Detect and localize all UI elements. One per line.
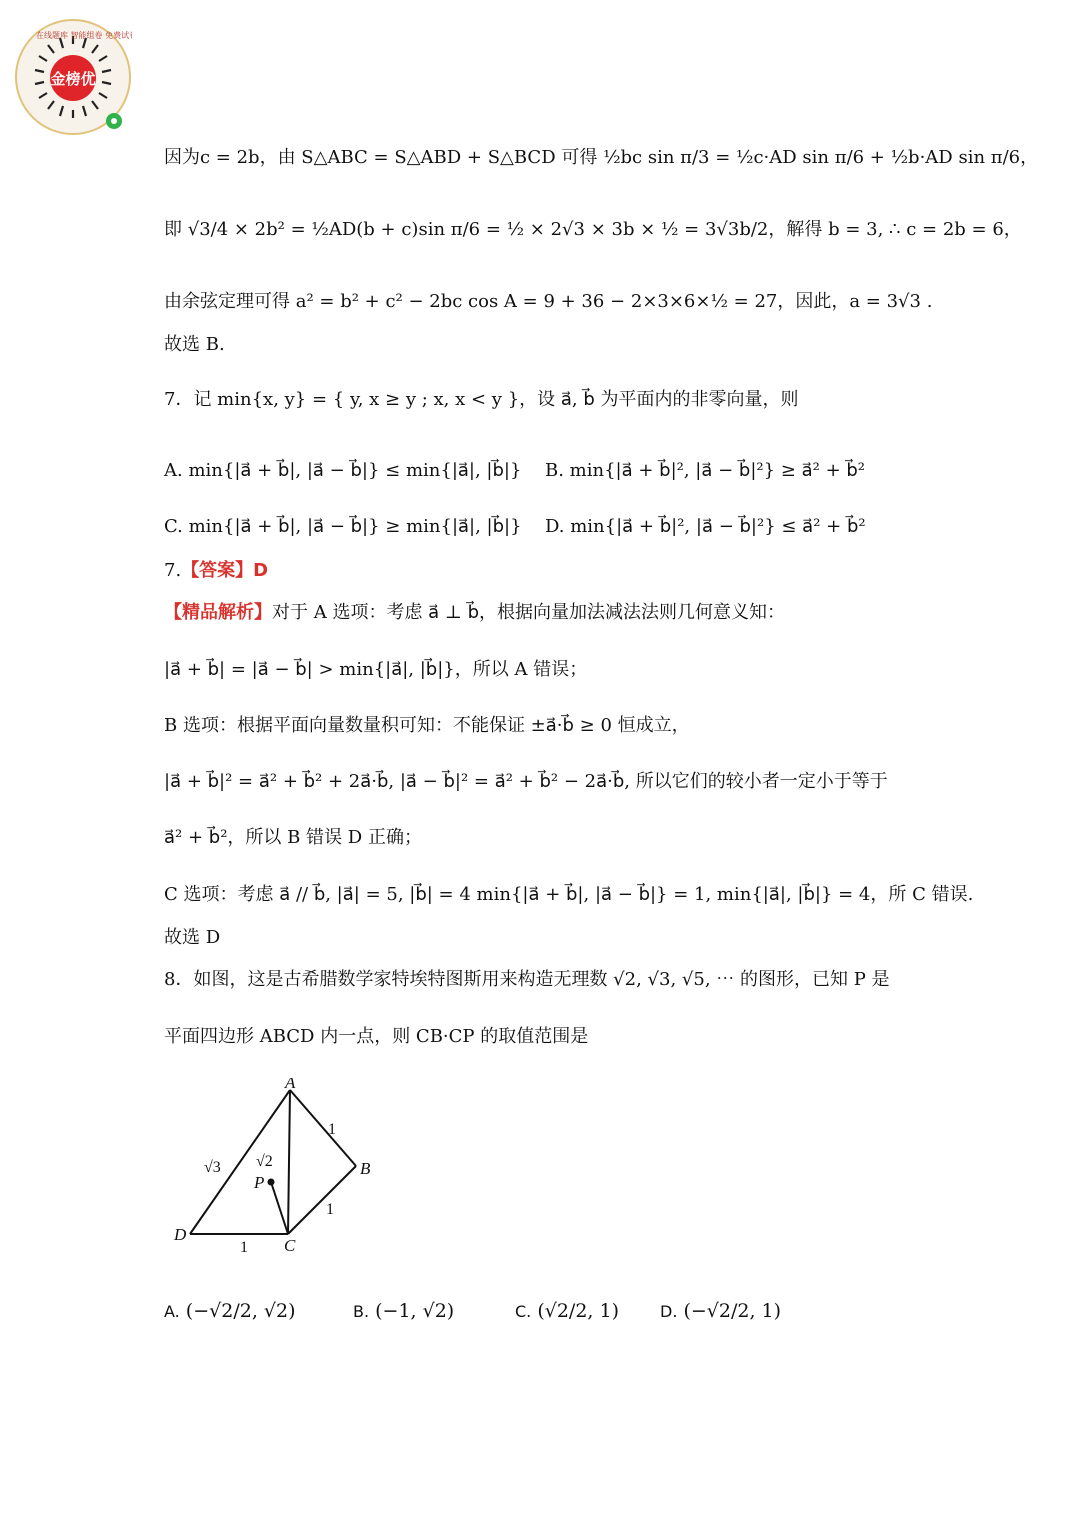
- edge-label-bc: 1: [326, 1201, 334, 1218]
- edge-bc: [288, 1166, 356, 1234]
- option-letter: A.: [164, 1302, 180, 1321]
- answer-7: [164, 556, 268, 586]
- explanation-tag: 【精品解析】: [164, 602, 272, 623]
- solution-line-area: [164, 143, 1038, 173]
- explanation-line-5: [164, 823, 422, 853]
- segment-cp: [271, 1182, 288, 1234]
- label-b: B: [360, 1159, 371, 1178]
- jinbangyou-logo: [14, 18, 132, 136]
- label-p: P: [254, 1173, 265, 1192]
- answer-tag: 【答案】D: [181, 560, 269, 581]
- question-8-option-d: [660, 1300, 781, 1322]
- text-line: C 选项：考虑 a⃗ // b⃗, |a⃗| = 5, |b⃗| = 4 min{|a⃗ + b⃗|, |a⃗ − b⃗|} = 1, min{|a⃗|, |b⃗|} = 4，所 C 错误.: [164, 884, 974, 905]
- explanation-line-4: [164, 767, 888, 797]
- question-7-option-a: [164, 456, 521, 486]
- edge-label-ad: √3: [204, 1159, 221, 1176]
- solution-line-equation: [164, 215, 1022, 245]
- option-letter: D.: [660, 1302, 678, 1321]
- text-line: a⃗² + b⃗²，所以 B 错误 D 正确；: [164, 827, 422, 848]
- question-7-option-d: [545, 512, 866, 542]
- option-text: (√2/2, 1): [537, 1300, 619, 1322]
- question-7-stem: [164, 385, 799, 415]
- answer-prefix: 7.: [164, 560, 182, 581]
- option-letter: C.: [515, 1302, 532, 1321]
- option-text: (−√2/2, 1): [683, 1300, 782, 1322]
- explanation-line-6: [164, 880, 973, 910]
- option-text: (−1, √2): [375, 1300, 455, 1322]
- explanation-line-7: [164, 923, 220, 953]
- text-line: 即 √3/4 × 2b² = ½AD(b + c)sin π/6 = ½ × 2√3 × 3b × ½ = 3√3b/2，解得 b = 3, ∴ c = 2b = 6，: [164, 219, 1022, 240]
- solution-line-cosine: [164, 287, 932, 317]
- question-7-option-c: [164, 512, 522, 542]
- explanation-line-2: [164, 655, 587, 685]
- question-7-option-b: [545, 456, 865, 486]
- logo-center-text: 金榜优: [50, 70, 96, 88]
- logo-outer-text: 在线题库 智能组卷 免费试卷: [36, 31, 132, 40]
- edge-label-ac: √2: [256, 1153, 273, 1170]
- edge-label-dc: 1: [240, 1239, 248, 1256]
- text-line: 7．记 min{x, y} = { y, x ≥ y ; x, x < y }，设 a⃗, b⃗ 为平面内的非零向量，则: [164, 389, 799, 410]
- quadrilateral-figure: [168, 1078, 378, 1258]
- explanation-line-3: [164, 711, 690, 741]
- option-text: D. min{|a⃗ + b⃗|², |a⃗ − b⃗|²} ≤ a⃗² + b⃗²: [545, 516, 866, 537]
- solution-conclusion: [164, 330, 225, 360]
- option-text: B. min{|a⃗ + b⃗|², |a⃗ − b⃗|²} ≥ a⃗² + b⃗²: [545, 460, 866, 481]
- label-c: C: [284, 1236, 296, 1255]
- option-text: A. min{|a⃗ + b⃗|, |a⃗ − b⃗|} ≤ min{|a⃗|, |b⃗|}: [164, 460, 522, 481]
- text-line: 故选 B.: [164, 334, 225, 355]
- question-8-stem-1: [164, 965, 890, 995]
- option-text: (−√2/2, √2): [185, 1300, 296, 1322]
- label-a: A: [285, 1078, 296, 1092]
- question-8-option-a: [164, 1300, 296, 1322]
- text-line: 故选 D: [164, 927, 221, 948]
- text-line: 对于 A 选项：考虑 a⃗ ⊥ b⃗，根据向量加法减法法则几何意义知：: [272, 602, 785, 623]
- text-line: 平面四边形 ABCD 内一点，则 CB·CP 的取值范围是: [164, 1026, 589, 1047]
- text-line: 由余弦定理可得 a² = b² + c² − 2bc cos A = 9 + 36 − 2×3×6×½ = 27，因此，a = 3√3 .: [164, 291, 933, 312]
- edge-label-ab: 1: [328, 1121, 336, 1138]
- point-p-dot: [268, 1179, 275, 1186]
- edge-ab: [290, 1090, 356, 1166]
- question-8-option-b: [353, 1300, 454, 1322]
- question-8-option-c: [515, 1300, 619, 1322]
- text-line: 因为c = 2b，由 S△ABC = S△ABD + S△BCD 可得 ½bc sin π/3 = ½c·AD sin π/6 + ½b·AD sin π/6，: [164, 147, 1039, 168]
- label-d: D: [174, 1225, 187, 1244]
- option-letter: B.: [353, 1302, 370, 1321]
- edge-ac: [288, 1090, 290, 1234]
- text-line: 8．如图，这是古希腊数学家特埃特图斯用来构造无理数 √2, √3, √5, ⋯ 的图形，已知 P 是: [164, 969, 890, 990]
- explanation-line-1: [164, 598, 785, 628]
- text-line: |a⃗ + b⃗| = |a⃗ − b⃗| > min{|a⃗|, |b⃗|}，所以 A 错误；: [164, 659, 588, 680]
- text-line: B 选项：根据平面向量数量积可知：不能保证 ±a⃗·b⃗ ≥ 0 恒成立，: [164, 715, 690, 736]
- text-line: |a⃗ + b⃗|² = a⃗² + b⃗² + 2a⃗·b⃗, |a⃗ − b⃗|² = a⃗² + b⃗² − 2a⃗·b⃗, 所以它们的较小者一定小于等于: [164, 771, 888, 792]
- option-text: C. min{|a⃗ + b⃗|, |a⃗ − b⃗|} ≥ min{|a⃗|, |b⃗|}: [164, 516, 522, 537]
- question-8-stem-2: [164, 1022, 588, 1052]
